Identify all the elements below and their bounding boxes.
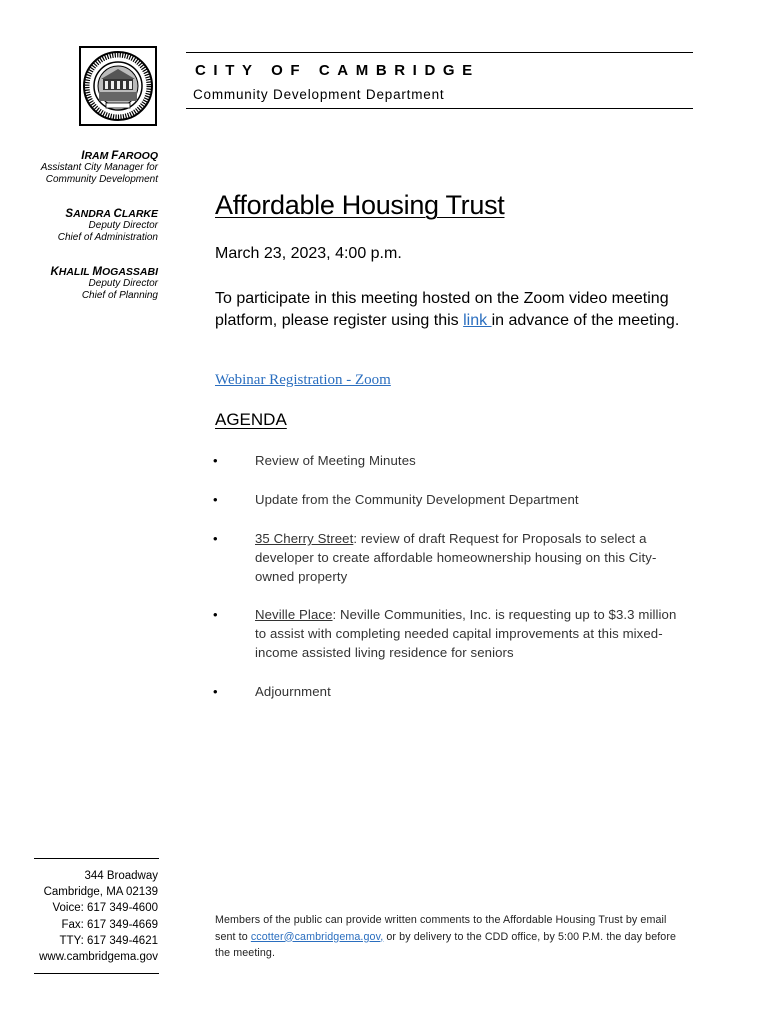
webinar-registration-link[interactable]: Webinar Registration - Zoom bbox=[215, 372, 391, 388]
address-top-rule bbox=[34, 858, 159, 859]
staff-title: Assistant City Manager for bbox=[40, 162, 158, 173]
header-bottom-rule bbox=[186, 108, 693, 109]
staff-name: KHALIL MOGASSABI bbox=[50, 266, 158, 278]
department-name: Community Development Department bbox=[193, 87, 445, 102]
staff-title: Chief of Administration bbox=[57, 232, 158, 243]
registration-link[interactable]: link bbox=[463, 312, 492, 329]
staff-title: Deputy Director bbox=[88, 220, 158, 231]
website-link[interactable]: www.cambridgema.gov bbox=[39, 951, 158, 964]
bullet-icon: • bbox=[213, 531, 218, 546]
staff-name: SANDRA CLARKE bbox=[65, 208, 158, 220]
public-comment-note: Members of the public can provide written comments to the Affordable Housing Trust by email sent to ccotter@cambridgema.gov, or by delivery to the CDD office, by 5:00 P.M. the day before the meeting. bbox=[215, 914, 677, 959]
staff-name: IRAM FAROOQ bbox=[81, 150, 158, 162]
email-link[interactable]: ccotter@cambridgema.gov, bbox=[250, 930, 384, 943]
agenda-item: • Adjournment bbox=[213, 684, 331, 699]
header-top-rule bbox=[186, 52, 693, 53]
address-bottom-rule bbox=[34, 973, 159, 974]
zoom-instructions: To participate in this meeting hosted on the Zoom video meeting platform, please register using this link in advance of the meeting. bbox=[215, 290, 680, 329]
office-address: 344 Broadway Cambridge, MA 02139 Voice: 617 349-4600 Fax: 617 349-4669 TTY: 617 349-4621 www.cambridgema.gov bbox=[39, 868, 158, 965]
bullet-icon: • bbox=[213, 453, 218, 468]
staff-entry bbox=[41, 150, 158, 186]
meeting-title: Affordable Housing Trust bbox=[215, 190, 505, 220]
agenda-item: • Review of Meeting Minutes bbox=[213, 453, 416, 468]
bullet-icon: • bbox=[213, 492, 218, 507]
staff-title: Deputy Director bbox=[88, 278, 158, 289]
city-name: CITY OF CAMBRIDGE bbox=[195, 62, 480, 79]
agenda-item-link[interactable]: Neville Place bbox=[255, 607, 333, 622]
bullet-icon: • bbox=[213, 607, 218, 622]
agenda-item: • Update from the Community Development Department bbox=[213, 492, 579, 507]
staff-title: Chief of Planning bbox=[81, 290, 158, 301]
city-seal-icon bbox=[79, 46, 157, 126]
meeting-date: March 23, 2023, 4:00 p.m. bbox=[215, 245, 402, 262]
bullet-icon: • bbox=[213, 684, 218, 699]
staff-entry bbox=[50, 266, 158, 302]
staff-title: Community Development bbox=[45, 174, 158, 185]
agenda-heading: AGENDA bbox=[215, 410, 287, 429]
agenda-item: • Neville Place: Neville Communities, Inc. is requesting up to $3.3 million to assist with completing needed capital improvements at this mixed-income assisted living residence for seniors bbox=[213, 607, 677, 660]
agenda-item-link[interactable]: 35 Cherry Street bbox=[255, 531, 354, 546]
staff-entry bbox=[58, 208, 158, 244]
agenda-item: • 35 Cherry Street: review of draft Request for Proposals to select a developer to create affordable homeownership housing on this City-owned property bbox=[213, 531, 657, 584]
